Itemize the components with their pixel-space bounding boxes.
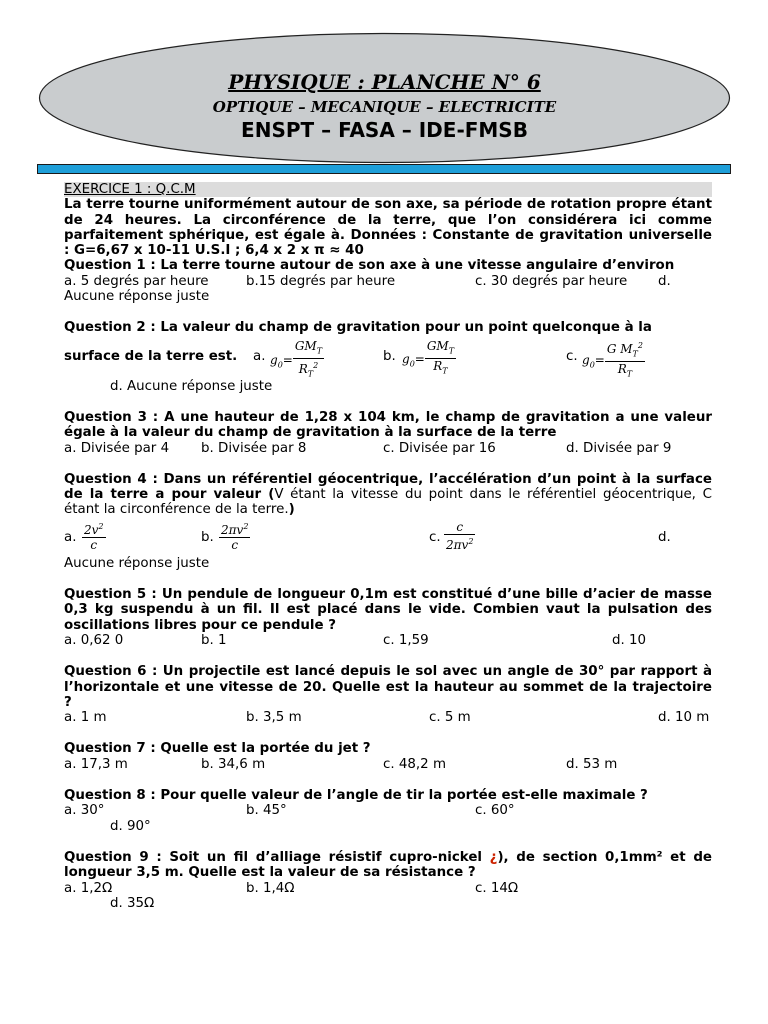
document-body xyxy=(64,182,712,911)
q4-option-a: a. xyxy=(64,529,77,545)
q9-options xyxy=(64,881,712,896)
q4-option-b: b. xyxy=(201,529,214,545)
q1-option-c: c. 30 degrés par heure xyxy=(475,273,628,289)
q8-options xyxy=(64,803,712,818)
q7-option-b: b. 34,6 m xyxy=(201,756,266,772)
q4-options xyxy=(64,520,712,556)
q7-option-c: c. 48,2 m xyxy=(383,756,446,772)
q6-option-a: a. 1 m xyxy=(64,710,107,726)
q4-option-d: d. xyxy=(658,529,671,545)
q2-option-a: a. xyxy=(253,348,266,364)
q5-option-c: c. 1,59 xyxy=(383,632,429,648)
q7-option-d: d. 53 m xyxy=(566,756,618,772)
exercise-intro: La terre tourne uniformément autour de son axe, sa période de rotation propre étant de 24 heures. La circonférence de la terre, que l’on considérera ici comme parfaitement sphérique, est égale à. Données : Constante de gravitation universelle : G=6,67 x 10-11 U.S.I ; 6,4 x 2 x π ≈ 40 xyxy=(64,197,712,259)
page-subtitle: OPTIQUE – MECANIQUE – ELECTRICITE xyxy=(212,98,557,116)
q8-option-d: d. 90° xyxy=(110,818,151,834)
q2-formula-a: $g_0=$ $\frac{GM_T}{R_T^2}$ xyxy=(270,338,323,379)
q3-option-c: c. Divisée par 16 xyxy=(383,440,496,456)
q4-option-c: c. xyxy=(429,529,441,545)
q5-option-b: b. 1 xyxy=(201,632,227,648)
question-9: Question 9 : Soit un fil d’alliage résistif cupro-nickel ¿), de section 0,1mm² et de longueur 3,5 m. Quelle est la valeur de sa résistance ? xyxy=(64,849,712,881)
q1-option-d-text: Aucune réponse juste xyxy=(64,289,210,305)
q6-option-d: d. 10 m xyxy=(658,710,710,726)
question-2-cont: surface de la terre est. xyxy=(64,348,238,364)
q2-formula-b: $g_0=$ $\frac{GM_T}{R_T}$ xyxy=(402,338,455,376)
q6-option-c: c. 5 m xyxy=(429,710,471,726)
q1-option-b: b.15 degrés par heure xyxy=(246,273,396,289)
blue-divider-bar xyxy=(37,164,731,174)
q9-option-a: a. 1,2Ω xyxy=(64,880,113,896)
header-ellipse xyxy=(38,32,731,164)
question-2: Question 2 : La valeur du champ de gravitation pour un point quelconque à la xyxy=(64,320,652,336)
q1-option-d: d. xyxy=(658,273,671,289)
q4-option-d-text: Aucune réponse juste xyxy=(64,555,210,571)
q9-symbol: ¿ xyxy=(489,849,498,865)
q8-option-c: c. 60° xyxy=(475,803,515,819)
q8-option-a: a. 30° xyxy=(64,803,105,819)
question-7: Question 7 : Quelle est la portée du jet ? xyxy=(64,741,371,757)
schools-line: ENSPT – FASA – IDE-FMSB xyxy=(241,118,528,142)
question-6: Question 6 : Un projectile est lancé depuis le sol avec un angle de 30° par rapport à l’horizontale et une vitesse de 20. Quelle est la hauteur au sommet de la trajectoire ? xyxy=(64,664,712,710)
question-5: Question 5 : Un pendule de longueur 0,1m est constitué d’une bille d’acier de masse 0,3 kg suspendu à un fil. Il est placé dans le vide. Combien vaut la pulsation des oscillations libres pour ce pendule ? xyxy=(64,587,712,633)
question-1: Question 1 : La terre tourne autour de son axe à une vitesse angulaire d’environ xyxy=(64,258,675,274)
q2-option-d: d. Aucune réponse juste xyxy=(110,378,273,394)
q5-options xyxy=(64,633,712,648)
q2-option-b: b. xyxy=(383,348,396,364)
q4-formula-a: $\frac{2v^2}{c}$ xyxy=(84,521,104,552)
q3-option-a: a. Divisée par 4 xyxy=(64,440,170,456)
q6-options xyxy=(64,710,712,725)
q4-formula-b: $\frac{2\pi v^2}{c}$ xyxy=(221,521,249,552)
q2-formula-c: $g_0=$ $\frac{G M_T^2}{R_T}$ xyxy=(582,340,643,379)
q4-formula-c: $\frac{c}{2\pi v^2}$ xyxy=(446,519,474,552)
q6-option-b: b. 3,5 m xyxy=(246,710,302,726)
q3-option-b: b. Divisée par 8 xyxy=(201,440,307,456)
q2-options xyxy=(64,339,712,377)
q3-option-d: d. Divisée par 9 xyxy=(566,440,672,456)
q9-option-c: c. 14Ω xyxy=(475,880,519,896)
q1-option-a: a. 5 degrés par heure xyxy=(64,273,209,289)
q8-option-b: b. 45° xyxy=(246,803,287,819)
q9-option-b: b. 1,4Ω xyxy=(246,880,295,896)
q9-option-d: d. 35Ω xyxy=(110,895,155,911)
question-8: Question 8 : Pour quelle valeur de l’angle de tir la portée est-elle maximale ? xyxy=(64,788,648,804)
q3-options xyxy=(64,441,712,456)
page-title: PHYSIQUE : PLANCHE N° 6 xyxy=(228,70,541,94)
question-4: Question 4 : Dans un référentiel géocentrique, l’accélération d’un point à la surface de la terre a pour valeur (V étant la vitesse du point dans le référentiel géocentrique, C étant la circonférence de la terre.) xyxy=(64,471,712,518)
q2-option-c: c. xyxy=(566,348,578,364)
exercise-title: EXERCICE 1 : Q.C.M xyxy=(64,182,712,197)
q5-option-d: d. 10 xyxy=(612,632,647,648)
q1-options xyxy=(64,274,712,289)
q7-options xyxy=(64,757,712,772)
q7-option-a: a. 17,3 m xyxy=(64,756,128,772)
q5-option-a: a. 0,62 0 xyxy=(64,632,124,648)
question-3: Question 3 : A une hauteur de 1,28 x 104 km, le champ de gravitation a une valeur égale à la valeur du champ de gravitation à la surface de la terre xyxy=(64,409,712,441)
